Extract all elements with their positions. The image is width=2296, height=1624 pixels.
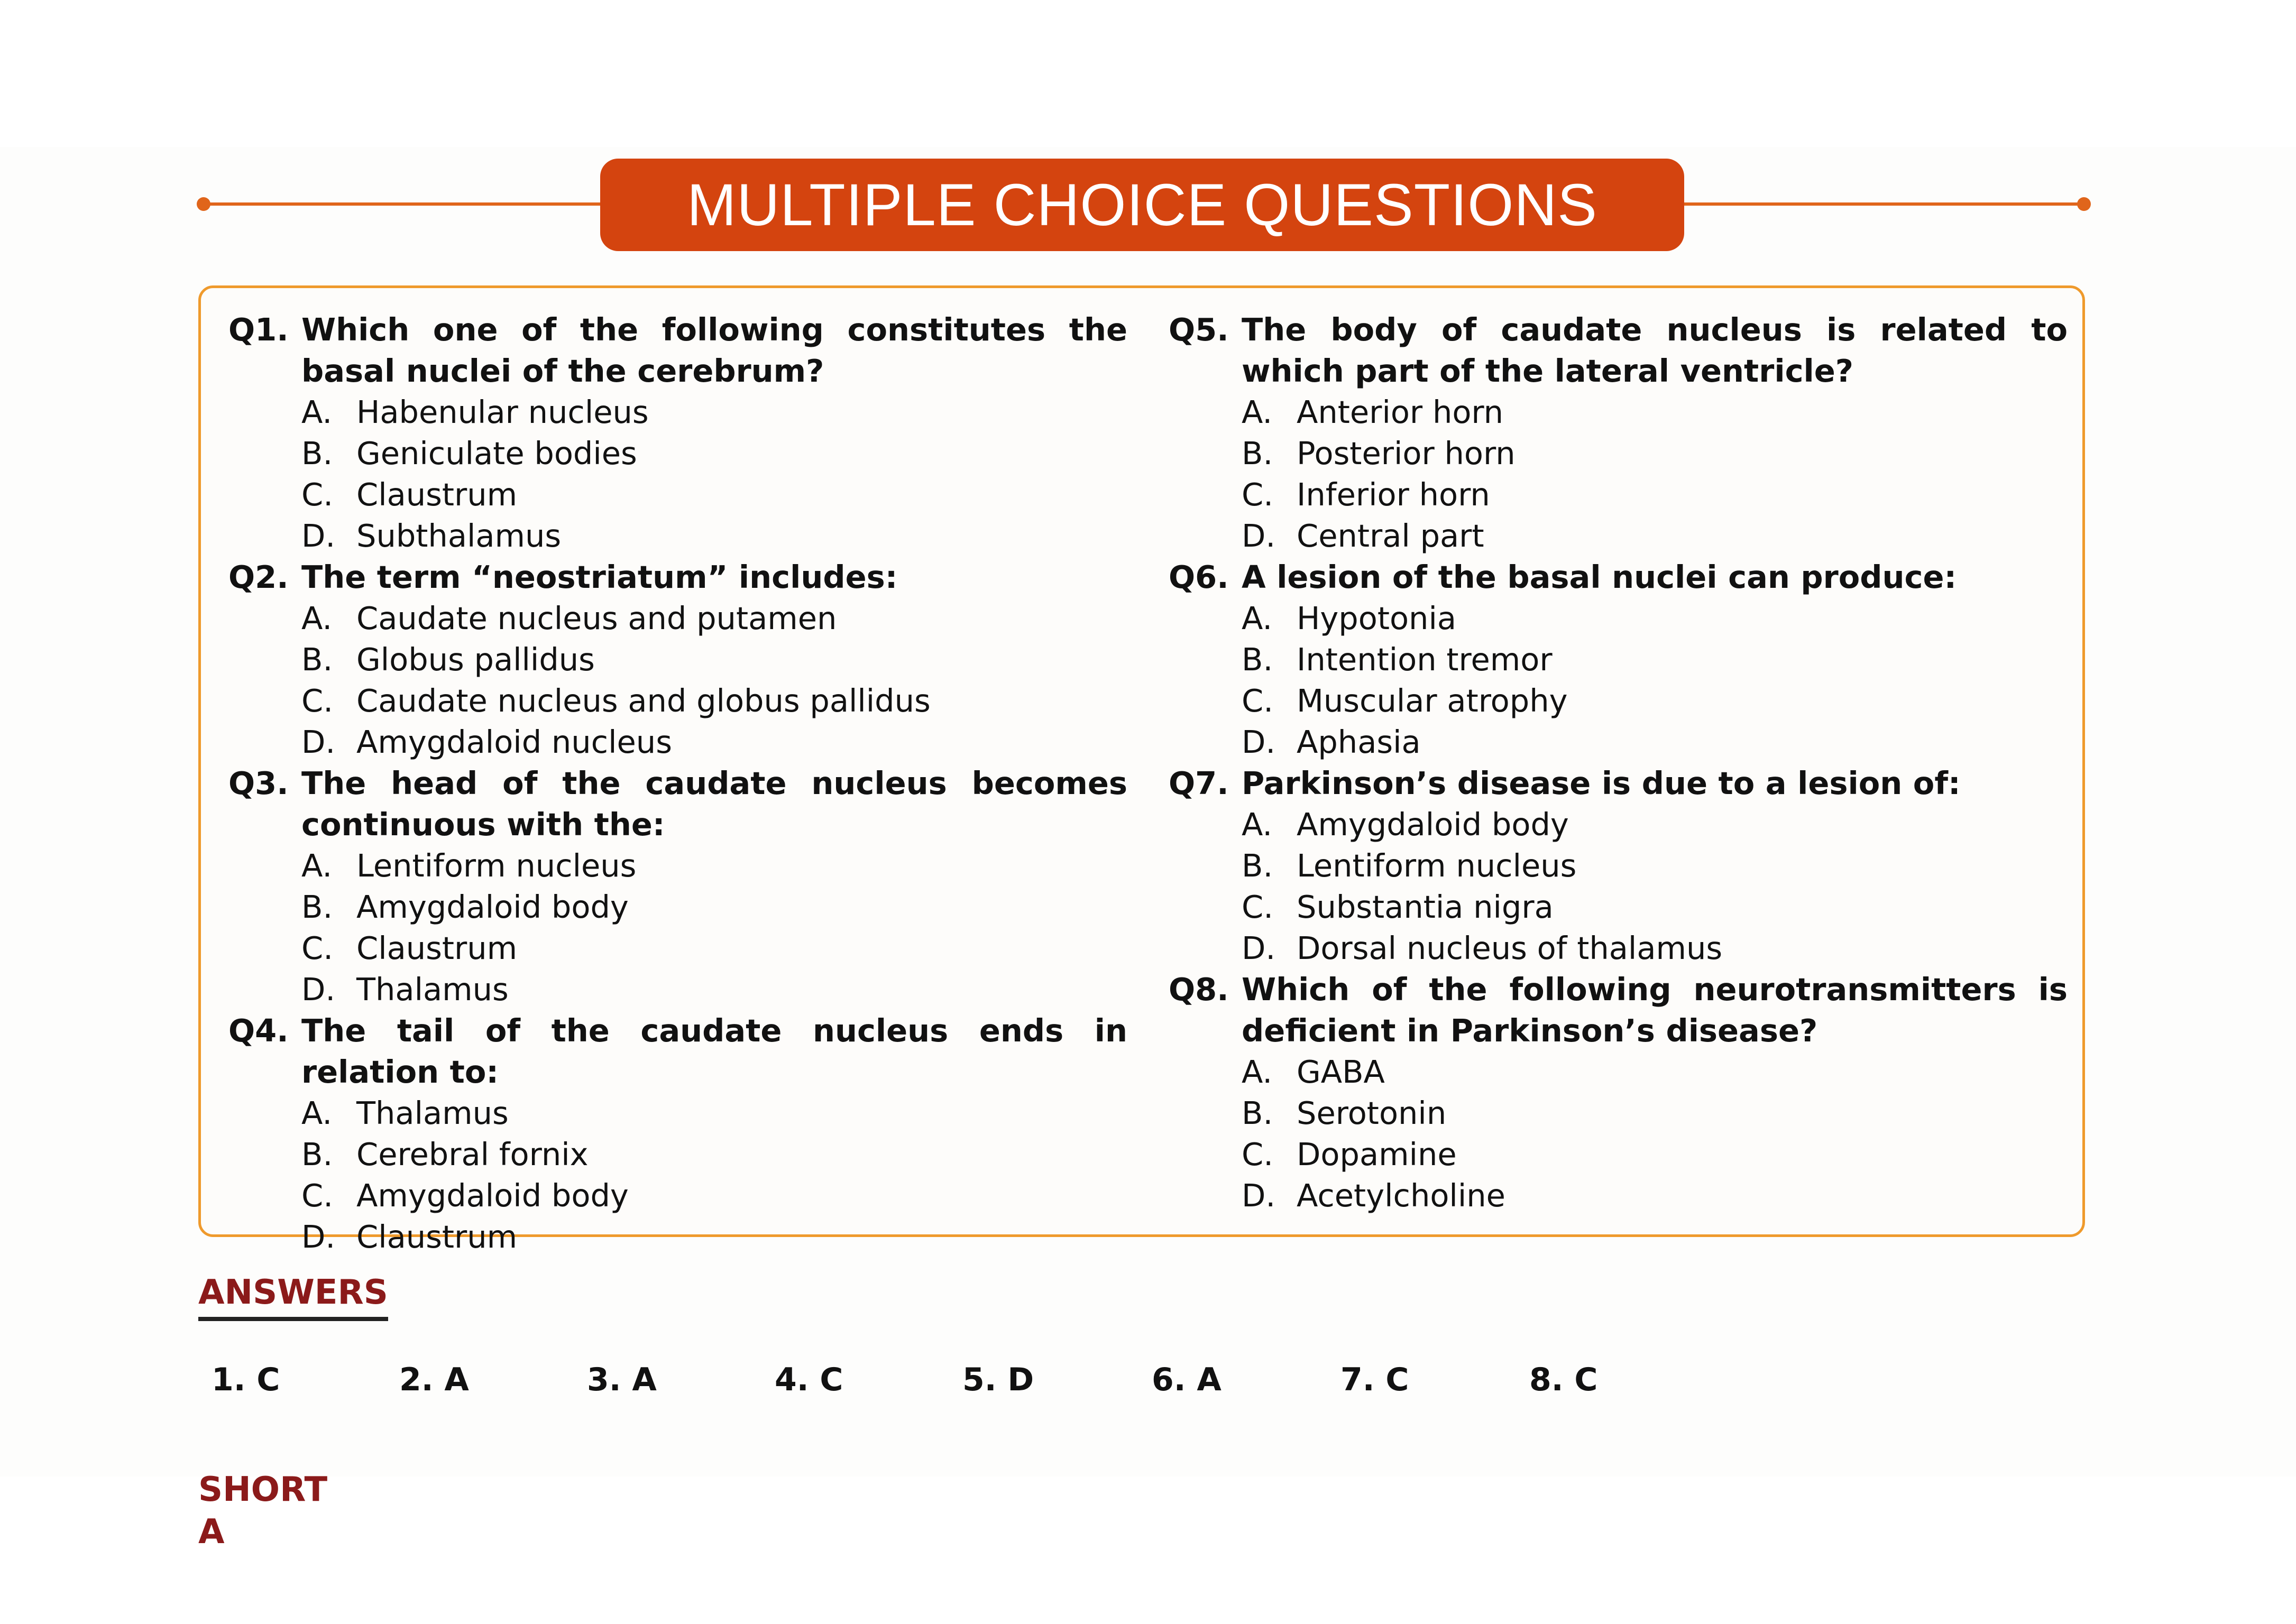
question-number: Q4.	[228, 1012, 289, 1049]
option-text: Habenular nucleus	[356, 394, 649, 430]
option	[1169, 887, 2068, 928]
option-letter: A.	[1242, 1054, 1273, 1090]
question-text: The body of caudate nucleus is related to which part of the lateral ventricle?	[1242, 311, 2068, 389]
option-text: Hypotonia	[1297, 600, 1457, 636]
answers-row	[212, 1359, 1904, 1406]
option-text: GABA	[1297, 1054, 1385, 1090]
option-letter: B.	[1242, 641, 1273, 678]
option-letter: B.	[301, 435, 333, 472]
option-letter: A.	[1242, 600, 1273, 636]
option-letter: D.	[301, 1219, 336, 1255]
option-letter: B.	[301, 641, 333, 678]
option-text: Serotonin	[1297, 1095, 1447, 1131]
option-text: Caudate nucleus and globus pallidus	[356, 682, 931, 719]
option-letter: D.	[1242, 930, 1276, 966]
cut-off-heading	[198, 1470, 346, 1552]
option-letter: A.	[301, 1095, 333, 1131]
option	[228, 969, 1127, 1010]
option-text: Amygdaloid nucleus	[356, 724, 672, 760]
question-4	[228, 1010, 1127, 1258]
question-1	[228, 309, 1127, 557]
option-text: Claustrum	[356, 476, 518, 513]
option-letter: C.	[301, 1177, 333, 1214]
option-letter: D.	[1242, 724, 1276, 760]
option-text: Claustrum	[356, 930, 518, 966]
option	[228, 928, 1127, 969]
question-6	[1169, 557, 2068, 763]
option-text: Thalamus	[356, 1095, 509, 1131]
question-number: Q2.	[228, 559, 289, 595]
question-5	[1169, 309, 2068, 557]
option-letter: A.	[1242, 806, 1273, 843]
option-text: Anterior horn	[1297, 394, 1504, 430]
option	[228, 887, 1127, 928]
option	[228, 598, 1127, 639]
option-text: Lentiform nucleus	[1297, 847, 1577, 884]
option-letter: A.	[1242, 394, 1273, 430]
answer-8: 8. C	[1529, 1361, 1598, 1398]
option-text: Muscular atrophy	[1297, 682, 1568, 719]
option-text: Dorsal nucleus of thalamus	[1297, 930, 1723, 966]
option-text: Cerebral fornix	[356, 1136, 589, 1173]
option-letter: D.	[301, 724, 336, 760]
option-letter: B.	[301, 889, 333, 925]
option	[1169, 515, 2068, 557]
section-title: MULTIPLE CHOICE QUESTIONS	[600, 159, 1684, 251]
header-dot-right	[2077, 197, 2091, 211]
header-rule-right	[1682, 202, 2083, 206]
option-text: Acetylcholine	[1297, 1177, 1505, 1214]
option	[1169, 845, 2068, 887]
option-text: Dopamine	[1297, 1136, 1457, 1173]
option	[228, 1093, 1127, 1134]
option-letter: B.	[301, 1136, 333, 1173]
option	[1169, 804, 2068, 845]
option	[1169, 1134, 2068, 1175]
option	[228, 474, 1127, 515]
option-letter: A.	[301, 600, 333, 636]
option	[1169, 598, 2068, 639]
question-text: Which one of the following constitutes the basal nuclei of the cerebrum?	[301, 311, 1127, 389]
option-text: Amygdaloid body	[356, 1177, 629, 1214]
answer-3: 3. A	[587, 1361, 657, 1398]
option	[1169, 680, 2068, 722]
option-text: Lentiform nucleus	[356, 847, 637, 884]
option	[1169, 474, 2068, 515]
option-letter: B.	[1242, 847, 1273, 884]
answer-6: 6. A	[1152, 1361, 1222, 1398]
option	[228, 845, 1127, 887]
question-2	[228, 557, 1127, 763]
option-letter: A.	[301, 847, 333, 884]
header-rule-left	[204, 202, 605, 206]
question-number: Q6.	[1169, 559, 1229, 595]
option	[228, 515, 1127, 557]
question-number: Q3.	[228, 765, 289, 801]
option-letter: C.	[301, 930, 333, 966]
option-text: Substantia nigra	[1297, 889, 1554, 925]
questions-column-left	[228, 309, 1127, 1258]
answers-heading: ANSWERS	[198, 1271, 388, 1321]
option	[1169, 1175, 2068, 1216]
questions-box	[198, 285, 2085, 1255]
option	[228, 680, 1127, 722]
option-text: Central part	[1297, 518, 1484, 554]
option	[1169, 639, 2068, 680]
option-letter: B.	[1242, 1095, 1273, 1131]
answer-2: 2. A	[399, 1361, 469, 1398]
option-text: Thalamus	[356, 971, 509, 1008]
option	[228, 392, 1127, 433]
question-8	[1169, 969, 2068, 1216]
cut-off-heading-glyphs: SHORT A	[198, 1470, 328, 1552]
option-text: Aphasia	[1297, 724, 1421, 760]
option	[1169, 392, 2068, 433]
question-7	[1169, 763, 2068, 969]
answer-4: 4. C	[775, 1361, 843, 1398]
option	[228, 1216, 1127, 1258]
option	[1169, 1093, 2068, 1134]
option-letter: B.	[1242, 435, 1273, 472]
option	[228, 433, 1127, 474]
option-letter: C.	[1242, 889, 1273, 925]
option-text: Caudate nucleus and putamen	[356, 600, 837, 636]
answer-7: 7. C	[1340, 1361, 1409, 1398]
option-letter: C.	[1242, 1136, 1273, 1173]
question-3	[228, 763, 1127, 1010]
option-text: Intention tremor	[1297, 641, 1553, 678]
option-text: Amygdaloid body	[1297, 806, 1569, 843]
answer-5: 5. D	[962, 1361, 1034, 1398]
question-number: Q1.	[228, 311, 289, 348]
option-text: Amygdaloid body	[356, 889, 629, 925]
option-letter: C.	[1242, 682, 1273, 719]
question-text: The term “neostriatum” includes:	[301, 559, 898, 595]
option-letter: C.	[301, 682, 333, 719]
question-text: The tail of the caudate nucleus ends in relation to:	[301, 1012, 1127, 1090]
option-text: Posterior horn	[1297, 435, 1516, 472]
question-number: Q7.	[1169, 765, 1229, 801]
question-number: Q5.	[1169, 311, 1229, 348]
option	[228, 722, 1127, 763]
option-letter: D.	[1242, 518, 1276, 554]
option-letter: D.	[301, 971, 336, 1008]
option-letter: C.	[1242, 476, 1273, 513]
option	[1169, 928, 2068, 969]
question-text: Which of the following neurotransmitters is deficient in Parkinson’s disease?	[1242, 971, 2068, 1049]
option-text: Claustrum	[356, 1219, 518, 1255]
option-text: Inferior horn	[1297, 476, 1490, 513]
option	[1169, 1051, 2068, 1093]
option	[228, 639, 1127, 680]
option-text: Geniculate bodies	[356, 435, 637, 472]
option-text: Subthalamus	[356, 518, 562, 554]
option	[1169, 433, 2068, 474]
option-text: Globus pallidus	[356, 641, 595, 678]
option-letter: A.	[301, 394, 333, 430]
option-letter: D.	[1242, 1177, 1276, 1214]
answer-1: 1. C	[212, 1361, 280, 1398]
question-number: Q8.	[1169, 971, 1229, 1008]
option	[1169, 722, 2068, 763]
option-letter: C.	[301, 476, 333, 513]
question-text: The head of the caudate nucleus becomes continuous with the:	[301, 765, 1127, 843]
option-letter: D.	[301, 518, 336, 554]
option	[228, 1134, 1127, 1175]
question-text: Parkinson’s disease is due to a lesion of:	[1242, 765, 1961, 801]
questions-column-right	[1169, 309, 2068, 1216]
question-text: A lesion of the basal nuclei can produce:	[1242, 559, 1957, 595]
option	[228, 1175, 1127, 1216]
